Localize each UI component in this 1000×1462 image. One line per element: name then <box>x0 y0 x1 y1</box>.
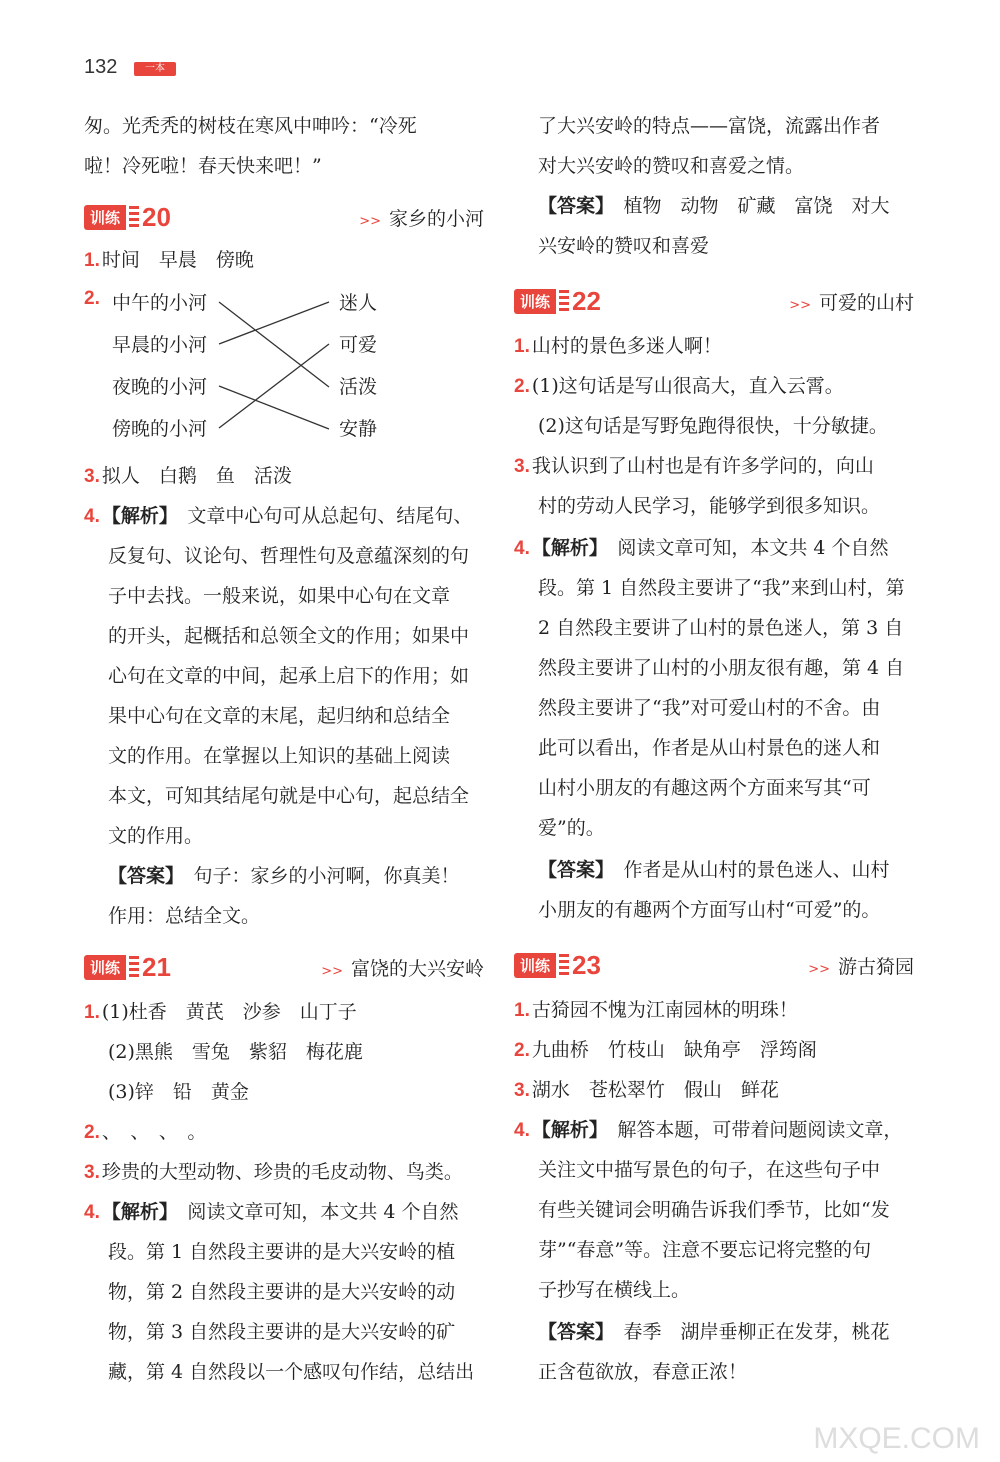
text-line: 正含苞欲放，春意正浓！ <box>538 1361 748 1383</box>
text-line: 本文，可知其结尾句就是中心句，起总结全 <box>108 785 470 807</box>
match-left: 早晨的小河 <box>112 334 208 356</box>
arrow-icon: >> <box>808 962 830 977</box>
question-4: 4. 【解析】 文章中心句可从总起句、结尾句、 <box>84 505 473 527</box>
text-line: 文的作用。在掌握以上知识的基础上阅读 <box>108 745 451 767</box>
arrow-icon: >> <box>789 298 811 313</box>
question-3: 3. 珍贵的大型动物、珍贵的毛皮动物、鸟类。 <box>84 1161 463 1183</box>
text-line: (3)锌 铅 黄金 <box>108 1081 249 1103</box>
answer: 【答案】 植物 动物 矿藏 富饶 对大 <box>538 195 890 217</box>
question-4: 4. 【解析】 阅读文章可知，本文共 4 个自然 <box>514 537 889 559</box>
text-line: 村的劳动人民学习，能够学到很多知识。 <box>538 495 881 517</box>
text-line: 关注文中描写景色的句子，在这些句子中 <box>538 1159 881 1181</box>
text-line: 有些关键词会明确告诉我们季节，比如“发 <box>538 1199 890 1221</box>
text-line: 了大兴安岭的特点——富饶，流露出作者 <box>538 115 881 137</box>
page-number: 132 <box>84 56 118 78</box>
text-line: 子中去找。一般来说，如果中心句在文章 <box>108 585 451 607</box>
answer: 【答案】 作者是从山村的景色迷人、山村 <box>538 859 890 881</box>
text-line: 子抄写在横线上。 <box>538 1279 691 1301</box>
section-title: >> 家乡的小河 <box>359 208 484 230</box>
question-2: 2. (1)这句话是写山很高大，直入云霄。 <box>514 375 844 397</box>
question-1: 1. (1)杜香 黄芪 沙参 山丁子 <box>84 1001 357 1023</box>
match-left: 夜晚的小河 <box>112 376 208 398</box>
text-line: 物，第 3 自然段主要讲的是大兴安岭的矿 <box>108 1321 456 1343</box>
question-4: 4. 【解析】 解答本题，可带着问题阅读文章， <box>514 1119 903 1141</box>
question-3: 3. 湖水 苍松翠竹 假山 鲜花 <box>514 1079 779 1101</box>
text-line: 段。第 1 自然段主要讲的是大兴安岭的植 <box>108 1241 456 1263</box>
text-line: 反复句、议论句、哲理性句及意蕴深刻的句 <box>108 545 470 567</box>
training-badge: 训练 23 <box>514 952 601 978</box>
answer: 【答案】 句子：家乡的小河啊，你真美！ <box>108 865 460 887</box>
text-line: 对大兴安岭的赞叹和喜爱之情。 <box>538 155 805 177</box>
text-line: (2)这句话是写野兔跑得很快，十分敏捷。 <box>538 415 888 437</box>
question-2: 2. 九曲桥 竹枝山 缺角亭 浮筠阁 <box>514 1039 817 1061</box>
question-1: 1. 山村的景色多迷人啊！ <box>514 335 722 357</box>
arrow-icon: >> <box>321 964 343 979</box>
watermark: MXQE.COM <box>813 1422 980 1455</box>
answer: 【答案】 春季 湖岸垂柳正在发芽，桃花 <box>538 1321 890 1343</box>
section-header-20 <box>84 198 484 238</box>
match-right: 安静 <box>339 418 378 440</box>
section-header-23 <box>514 946 914 986</box>
section-header-21 <box>84 948 484 988</box>
text-line: 兴安岭的赞叹和喜爱 <box>538 235 710 257</box>
text-line: 2 自然段主要讲了山村的景色迷人，第 3 自 <box>538 617 904 639</box>
match-right: 活泼 <box>339 376 378 398</box>
text-line: 然段主要讲了“我”对可爱山村的不舍。由 <box>538 697 881 719</box>
arrow-icon: >> <box>359 214 381 229</box>
training-badge: 训练 21 <box>84 954 171 980</box>
text-line: 此可以看出，作者是从山村景色的迷人和 <box>538 737 881 759</box>
section-title: >> 富饶的大兴安岭 <box>321 958 484 980</box>
section-title: >> 可爱的山村 <box>789 292 914 314</box>
text-line: 作用：总结全文。 <box>108 905 261 927</box>
text-line: 藏，第 4 自然段以一个感叹句作结，总结出 <box>108 1361 475 1383</box>
text-line: 物，第 2 自然段主要讲的是大兴安岭的动 <box>108 1281 456 1303</box>
match-right: 可爱 <box>339 334 378 356</box>
section-tag: 一本 <box>134 62 176 76</box>
section-header-22 <box>514 282 914 322</box>
training-badge: 训练 20 <box>84 204 171 230</box>
section-title: >> 游古猗园 <box>808 956 914 978</box>
text-line: 果中心句在文章的末尾，起归纳和总结全 <box>108 705 451 727</box>
question-1: 1. 古猗园不愧为江南园林的明珠！ <box>514 999 798 1021</box>
question-2: 2. 、 、 、 。 <box>84 1121 207 1143</box>
question-3: 3. 我认识到了山村也是有许多学问的，向山 <box>514 455 874 477</box>
text-line: 山村小朋友的有趣这两个方面来写其“可 <box>538 777 871 799</box>
text-line: 的开头，起概括和总领全文的作用；如果中 <box>108 625 470 647</box>
question-3: 3. 拟人 白鹅 鱼 活泼 <box>84 465 292 487</box>
text-line: 芽”“春意”等。注意不要忘记将完整的句 <box>538 1239 872 1261</box>
question-4: 4. 【解析】 阅读文章可知，本文共 4 个自然 <box>84 1201 459 1223</box>
question-1: 1. 时间 早晨 傍晚 <box>84 249 254 271</box>
training-badge: 训练 22 <box>514 288 601 314</box>
text-line: 匆。光秃秃的树枝在寒风中呻吟：“冷死 <box>84 115 417 137</box>
text-line: 小朋友的有趣两个方面写山村“可爱”的。 <box>538 899 881 921</box>
text-line: (2)黑熊 雪兔 紫貂 梅花鹿 <box>108 1041 363 1063</box>
match-right: 迷人 <box>339 292 378 314</box>
match-left: 傍晚的小河 <box>112 418 208 440</box>
text-line: 然段主要讲了山村的小朋友很有趣，第 4 自 <box>538 657 905 679</box>
text-line: 爱”的。 <box>538 817 605 839</box>
matching-lines <box>84 280 484 460</box>
text-line: 文的作用。 <box>108 825 204 847</box>
text-line: 啦！冷死啦！春天快来吧！” <box>84 155 322 177</box>
text-line: 心句在文章的中间，起承上启下的作用；如 <box>108 665 470 687</box>
text-line: 段。第 1 自然段主要讲了“我”来到山村，第 <box>538 577 905 599</box>
match-left: 中午的小河 <box>112 292 208 314</box>
